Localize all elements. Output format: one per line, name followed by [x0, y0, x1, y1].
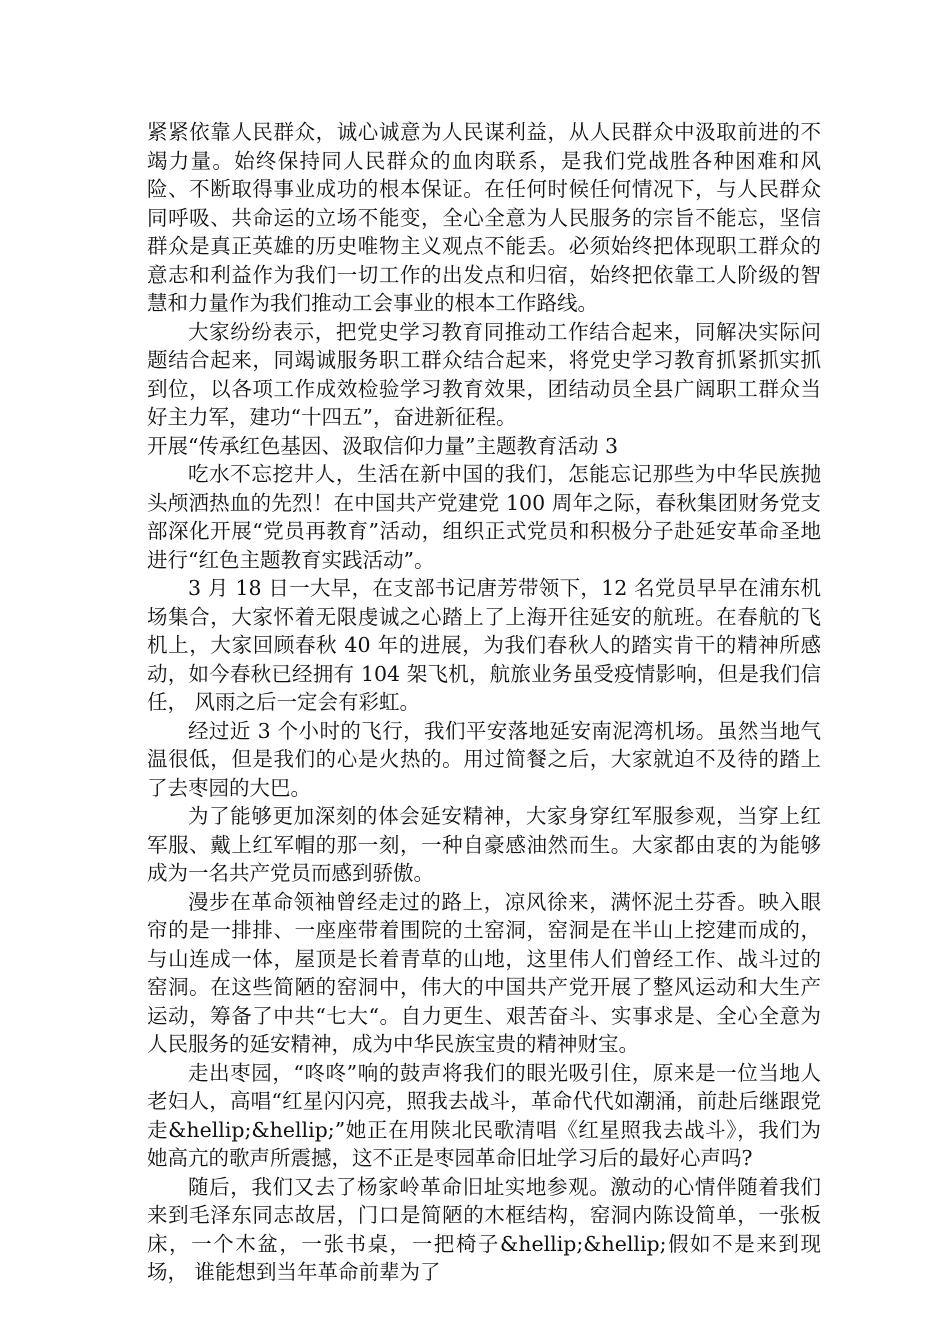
paragraph-10: 随后，我们又去了杨家岭革命旧址实地参观。激动的心情伴随着我们来到毛泽东同志故居，门口是简陋的木框结构，窑洞内陈设简单，一张板床，一个木盆，一张书桌，一把椅子&hellip;&hellip;假如不是来到现场， 谁能想到当年革命前辈为了 — [147, 1174, 821, 1284]
paragraph-6: 经过近 3 个小时的飞行，我们平安落地延安南泥湾机场。虽然当地气温很低，但是我们的心是火热的。用过简餐之后，大家就迫不及待的踏上了去枣园的大巴。 — [147, 718, 821, 800]
document-body — [147, 118, 821, 1287]
paragraph-8: 漫步在革命领袖曾经走过的路上，凉风徐来，满怀泥土芬香。映入眼帘的是一排排、一座座带着围院的土窑洞，窑洞是在半山上挖建而成的，与山连成一体，屋顶是长着青草的山地，这里伟人们曾经工作、战斗过的窑洞。在这些简陋的窑洞中，伟大的中国共产党开展了整风运动和大生产运动，筹备了中共“七大“。自力更生、艰苦奋斗、实事求是、全心全意为人民服务的延安精神，成为中华民族宝贵的精神财宝。 — [147, 889, 821, 1056]
paragraph-9: 走出枣园，“咚咚”响的鼓声将我们的眼光吸引住，原来是一位当地人老妇人，高唱“红星闪闪亮，照我去战斗，革命代代如潮涌，前赴后继跟党走&hellip;&hellip;”她正在用陕北民歌清唱《红星照我去战斗》，我们为她高亢的歌声所震撼，这不正是枣园革命旧址学习后的最好心声吗? — [147, 1060, 821, 1170]
paragraph-4: 吃水不忘挖井人，生活在新中国的我们，怎能忘记那些为中华民族抛头颅洒热血的先烈！在中国共产党建党 100 周年之际，春秋集团财务党支部深化开展“党员再教育”活动，组织正式党员和积极分子赴延安革命圣地进行“红色主题教育实践活动”。 — [147, 462, 821, 572]
paragraph-2: 大家纷纷表示，把党史学习教育同推动工作结合起来，同解决实际问题结合起来，同竭诚服务职工群众结合起来，将党史学习教育抓紧抓实抓到位，以各项工作成效检验学习教育效果，团结动员全县广阔职工群众当好主力军，建功“十四五”，奋进新征程。 — [147, 319, 821, 429]
paragraph-1: 紧紧依靠人民群众，诚心诚意为人民谋利益，从人民群众中汲取前进的不竭力量。始终保持同人民群众的血肉联系，是我们党战胜各种困难和风险、不断取得事业成功的根本保证。在任何时候任何情况下，与人民群众同呼吸、共命运的立场不能变，全心全意为人民服务的宗旨不能忘，坚信群众是真正英雄的历史唯物主义观点不能丢。必须始终把体现职工群众的意志和利益作为我们一切工作的出发点和归宿，始终把依靠工人阶级的智慧和力量作为我们推动工会事业的根本工作路线。 — [147, 120, 821, 315]
paragraph-5: 3 月 18 日一大早，在支部书记唐芳带领下，12 名党员早早在浦东机场集合，大家怀着无限虔诚之心踏上了上海开往延安的航班。在春航的飞机上，大家回顾春秋 40 年的进展，为我们春秋人的踏实肯干的精神所感动，如今春秋已经拥有 104 架飞机，航旅业务虽受疫情影响，但是我们信任， 风雨之后一定会有彩虹。 — [147, 576, 821, 714]
paragraph-7: 为了能够更加深刻的体会延安精神，大家身穿红军服参观，当穿上红军服、戴上红军帽的那一刻，一种自豪感油然而生。大家都由衷的为能够成为一名共产党员而感到骄傲。 — [147, 804, 821, 885]
section-heading: 开展“传承红色基因、汲取信仰力量”主题教育活动 3 — [147, 433, 619, 458]
